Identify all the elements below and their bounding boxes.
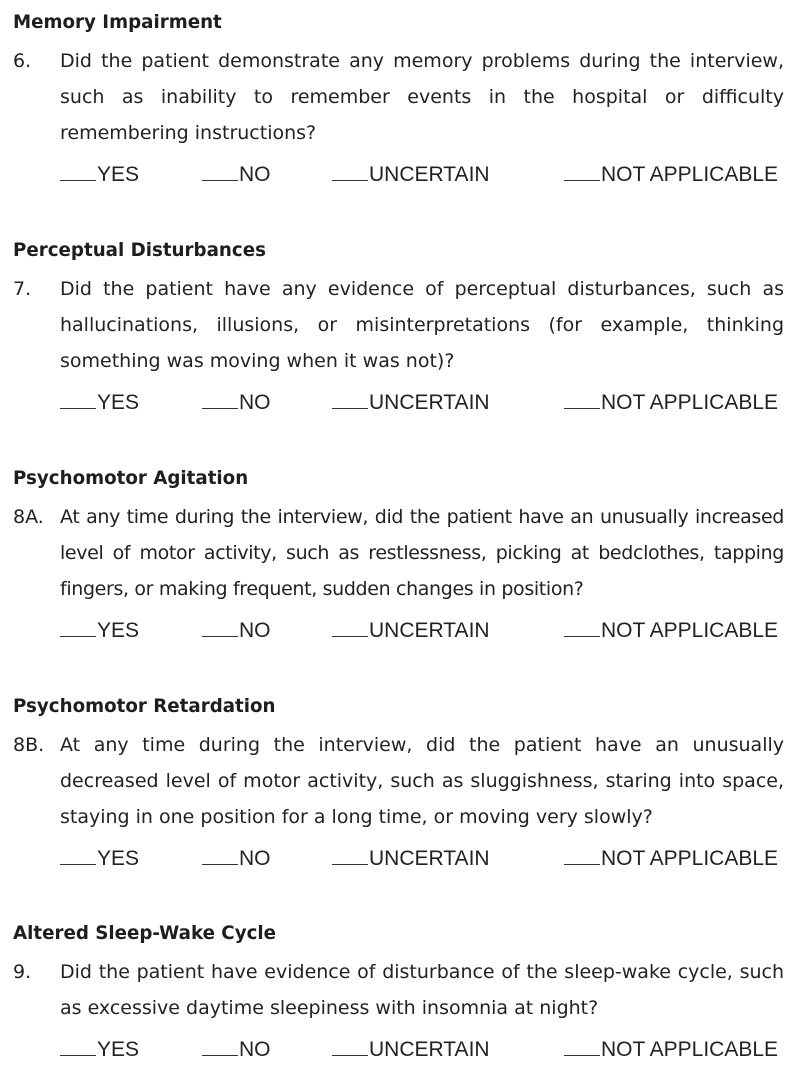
question-number: 9. (13, 961, 32, 983)
option-not-applicable[interactable] (564, 618, 778, 644)
question-text: Did the patient have evidence of disturbance of the sleep-wake cycle, such as excessive daytime sleepiness with insomnia at night? (60, 961, 784, 1019)
answer-blank (202, 619, 238, 637)
option-label: NO (239, 163, 271, 186)
section-heading: Memory Impairment (13, 11, 222, 33)
option-no[interactable] (202, 618, 271, 644)
section-heading: Psychomotor Retardation (13, 695, 276, 717)
option-not-applicable[interactable] (564, 1037, 778, 1063)
answer-blank (564, 391, 600, 409)
question-text: Did the patient have any evidence of perceptual disturbances, such as hallucinations, illusions, or misinterpretations (for example, thinking something was moving when it was not)? (60, 278, 784, 372)
option-label: YES (97, 847, 140, 870)
option-label: NO (239, 619, 271, 642)
option-label: NO (239, 847, 271, 870)
option-label: YES (97, 163, 140, 186)
answer-blank (60, 847, 96, 865)
option-label: NOT APPLICABLE (601, 847, 779, 870)
question-text: At any time during the interview, did the patient have an unusually increased level of motor activity, such as restlessness, picking at bedclothes, tapping fingers, or making frequent, sudden changes in position? (60, 506, 784, 600)
option-label: UNCERTAIN (369, 163, 490, 186)
option-uncertain[interactable] (332, 162, 490, 188)
option-uncertain[interactable] (332, 618, 490, 644)
option-label: YES (97, 391, 140, 414)
option-label: YES (97, 1038, 140, 1061)
option-no[interactable] (202, 390, 271, 416)
question-text: At any time during the interview, did the patient have an unusually decreased level of motor activity, such as sluggishness, staring into space, staying in one position for a long time, or moving very slowly? (60, 734, 784, 828)
option-label: NOT APPLICABLE (601, 163, 779, 186)
option-label: NOT APPLICABLE (601, 391, 779, 414)
option-yes[interactable] (60, 618, 139, 644)
option-yes[interactable] (60, 162, 139, 188)
question-text: Did the patient demonstrate any memory problems during the interview, such as inability to remember events in the hospital or difficulty remembering instructions? (60, 50, 784, 144)
answer-blank (202, 391, 238, 409)
answer-blank (332, 1038, 368, 1056)
option-label: NO (239, 1038, 271, 1061)
answer-blank (332, 391, 368, 409)
answer-blank (564, 847, 600, 865)
answer-blank (202, 1038, 238, 1056)
option-yes[interactable] (60, 846, 139, 872)
answer-blank (332, 619, 368, 637)
question-number: 8B. (13, 734, 45, 756)
option-yes[interactable] (60, 1037, 139, 1063)
option-yes[interactable] (60, 390, 139, 416)
option-label: NOT APPLICABLE (601, 1038, 779, 1061)
option-uncertain[interactable] (332, 846, 490, 872)
question-number: 7. (13, 278, 32, 300)
section-heading: Altered Sleep-Wake Cycle (13, 922, 277, 944)
option-no[interactable] (202, 846, 271, 872)
option-label: NOT APPLICABLE (601, 619, 779, 642)
option-label: UNCERTAIN (369, 619, 490, 642)
question-number: 8A. (13, 506, 44, 528)
answer-blank (60, 1038, 96, 1056)
answer-blank (564, 163, 600, 181)
option-label: NO (239, 391, 271, 414)
option-label: UNCERTAIN (369, 1038, 490, 1061)
option-no[interactable] (202, 1037, 271, 1063)
section-heading: Perceptual Disturbances (13, 239, 266, 261)
option-label: YES (97, 619, 140, 642)
answer-blank (564, 1038, 600, 1056)
answer-blank (60, 619, 96, 637)
option-label: UNCERTAIN (369, 847, 490, 870)
option-uncertain[interactable] (332, 1037, 490, 1063)
option-uncertain[interactable] (332, 390, 490, 416)
answer-blank (332, 163, 368, 181)
answer-blank (564, 619, 600, 637)
answer-blank (60, 163, 96, 181)
answer-blank (202, 163, 238, 181)
option-not-applicable[interactable] (564, 162, 778, 188)
option-no[interactable] (202, 162, 271, 188)
option-label: UNCERTAIN (369, 391, 490, 414)
answer-blank (332, 847, 368, 865)
option-not-applicable[interactable] (564, 390, 778, 416)
answer-blank (60, 391, 96, 409)
section-heading: Psychomotor Agitation (13, 467, 249, 489)
answer-blank (202, 847, 238, 865)
question-number: 6. (13, 50, 32, 72)
option-not-applicable[interactable] (564, 846, 778, 872)
